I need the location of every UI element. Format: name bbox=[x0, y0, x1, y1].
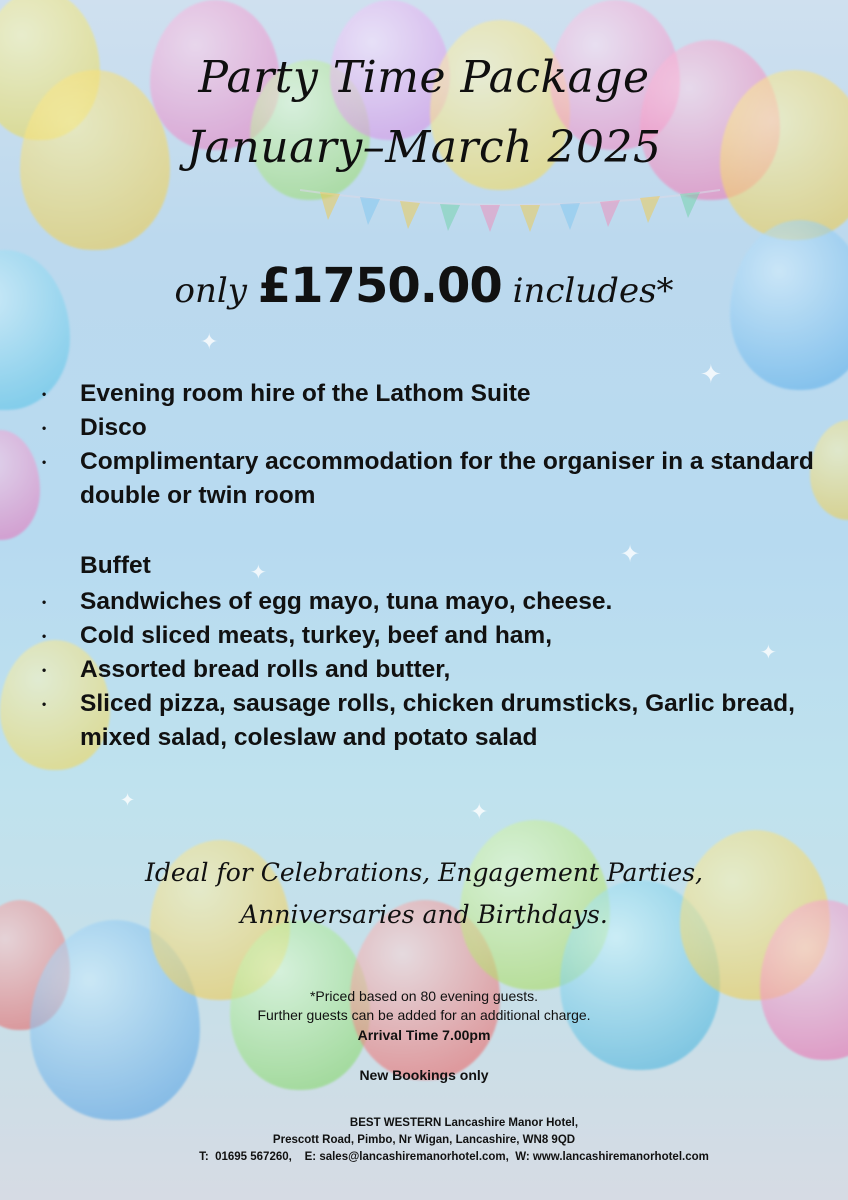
list-item bbox=[40, 653, 820, 687]
footer-hotel-name bbox=[40, 1117, 848, 1129]
bullet-icon: • bbox=[42, 595, 47, 609]
buffet-list bbox=[40, 585, 820, 755]
arrival-time: Arrival Time 7.00pm bbox=[357, 1027, 491, 1043]
list-item-text: Disco bbox=[80, 414, 147, 441]
ideal-for-line-2: Anniversaries and Birthdays. bbox=[240, 900, 608, 929]
sparkle-icon: ✦ bbox=[470, 800, 489, 825]
list-item-text: Evening room hire of the Lathom Suite bbox=[80, 380, 531, 407]
list-item-text: Complimentary accommodation for the organiser in a standard double or twin room bbox=[80, 448, 814, 509]
price-amount: £1750.00 bbox=[257, 258, 502, 314]
list-item bbox=[40, 585, 820, 619]
sparkle-icon: ✦ bbox=[250, 560, 267, 584]
sparkle-icon: ✦ bbox=[120, 790, 136, 811]
price-line bbox=[0, 258, 848, 314]
list-item bbox=[40, 687, 820, 755]
sparkle-icon: ✦ bbox=[200, 330, 219, 355]
new-bookings-note: New Bookings only bbox=[359, 1067, 489, 1083]
buffet-heading: Buffet bbox=[80, 552, 151, 579]
title-line-1: Party Time Package bbox=[198, 52, 650, 103]
list-item bbox=[40, 619, 820, 653]
list-item-text: Cold sliced meats, turkey, beef and ham, bbox=[80, 622, 552, 649]
ideal-for-line-1: Ideal for Celebrations, Engagement Parties, bbox=[144, 858, 704, 887]
list-item bbox=[40, 411, 820, 445]
footer-brand: BEST WESTERN bbox=[349, 1117, 442, 1129]
list-item bbox=[40, 377, 820, 411]
bullet-icon: • bbox=[42, 629, 47, 643]
bullet-icon: • bbox=[42, 697, 47, 711]
title-line-2: January–March 2025 bbox=[186, 122, 662, 173]
price-note-line-1: *Priced based on 80 evening guests. bbox=[309, 988, 539, 1004]
list-item-text: Assorted bread rolls and butter, bbox=[80, 656, 451, 683]
footer-contact: T: 01695 567260, E: sales@lancashiremanorhotel.com, W: www.lancashiremanorhotel.com bbox=[199, 1151, 709, 1163]
bullet-icon: • bbox=[42, 455, 47, 469]
list-item-text: Sandwiches of egg mayo, tuna mayo, cheese. bbox=[80, 588, 613, 615]
sparkle-icon: ✦ bbox=[620, 540, 641, 568]
included-list bbox=[40, 377, 820, 513]
bullet-icon: • bbox=[42, 387, 47, 401]
list-item bbox=[40, 445, 820, 513]
price-prefix: only bbox=[174, 271, 247, 311]
footer-address: Prescott Road, Pimbo, Nr Wigan, Lancashire, WN8 9QD bbox=[272, 1134, 576, 1146]
bullet-icon: • bbox=[42, 663, 47, 677]
price-suffix: includes* bbox=[512, 271, 674, 311]
list-item-text: Sliced pizza, sausage rolls, chicken drumsticks, Garlic bread, mixed salad, coleslaw and potato salad bbox=[80, 690, 795, 751]
footer-hotel: Lancashire Manor Hotel, bbox=[444, 1117, 579, 1129]
bullet-icon: • bbox=[42, 421, 47, 435]
sparkle-icon: ✦ bbox=[760, 640, 777, 664]
price-note-line-2: Further guests can be added for an additional charge. bbox=[257, 1007, 591, 1023]
sparkle-icon: ✦ bbox=[700, 360, 722, 390]
